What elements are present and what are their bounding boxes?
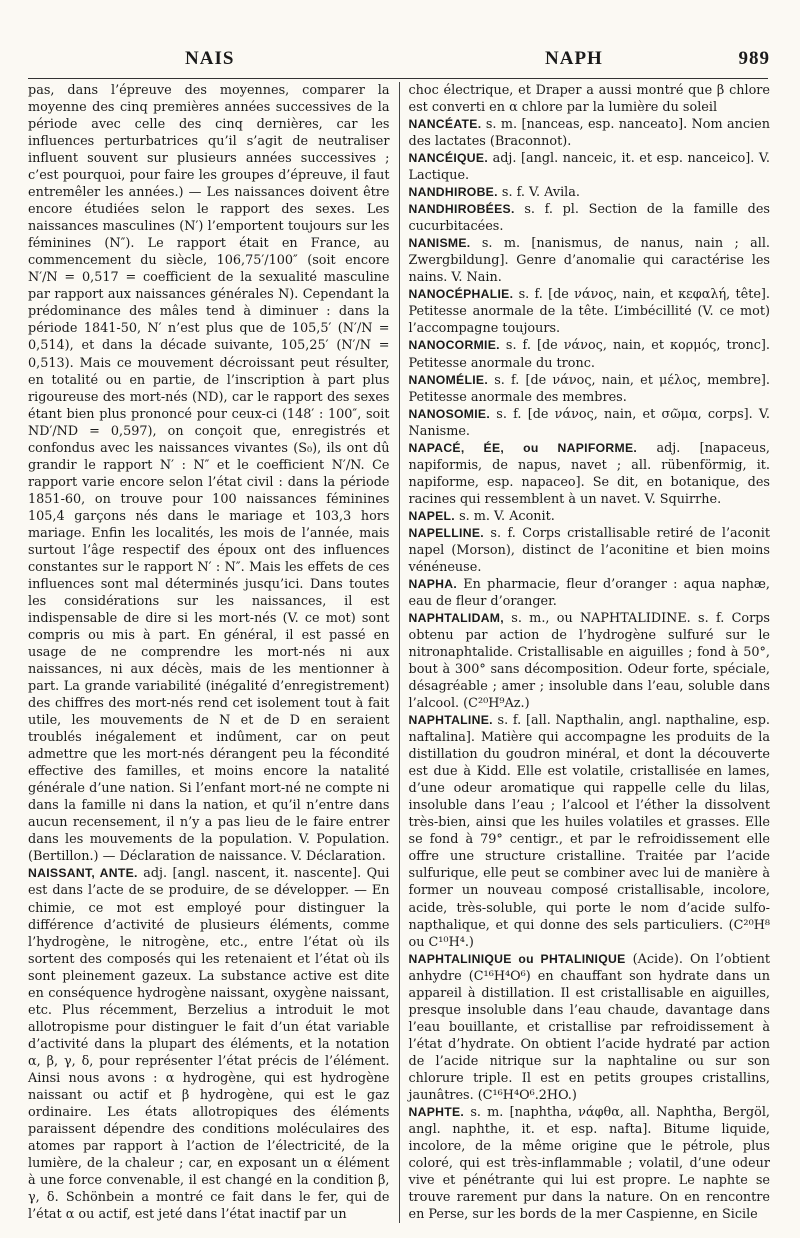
entry-headword: NANISME. — [408, 236, 471, 251]
entry-text: s. f. [de νάνος, nain, et κεφαλή, tête]. Petitesse anormale de la tête. L’imbécillité (V. ce mot) l’accompagne toujours. — [408, 287, 770, 337]
dictionary-entry — [409, 406, 771, 440]
entry-text: s. f. [de νάνος, nain, et σῶμα, corps]. V. Nanisme. — [408, 406, 770, 439]
dictionary-entry — [409, 116, 771, 150]
left-column — [28, 82, 400, 1223]
entry-headword: NANOSOMIE. — [408, 406, 491, 421]
dictionary-entry — [409, 508, 771, 525]
running-head — [0, 48, 800, 72]
right-continuation-text: choc électrique, et Draper a aussi montré que β chlore est converti en α chlore par la lumière du soleil — [408, 83, 770, 116]
entry-text: s. m. [naphtha, νάφθα, all. Naphtha, Bergöl, angl. naphthe, it. et esp. nafta]. Bitume liquide, incolore, de la même origine que le pétrole, plus coloré, qui est très-inflammable ; volatil, d’une odeur vive et pénétrante qui lui est propre. Le naphte se trouve rarement pur dans la nature. On en rencontre en Perse, sur les bords de la mer Caspienne, en Sicile — [408, 1104, 770, 1223]
dictionary-entry — [409, 150, 771, 184]
entry-headword: NANCÉIQUE. — [408, 151, 489, 166]
right-entries-list — [409, 116, 771, 1223]
entry-text: s. f. [de νάνος, nain, et μέλος, membre]. Petitesse anormale des membres. — [408, 372, 770, 405]
entry-headword: NANOCÉPHALIE. — [408, 287, 514, 302]
two-column-body — [28, 82, 770, 1223]
entry-headword: NANOCORMIE. — [408, 338, 500, 353]
entry-headword: NAPEL. — [408, 508, 455, 523]
dictionary-entry — [409, 286, 771, 337]
dictionary-entry — [409, 201, 771, 235]
dictionary-entry — [409, 712, 771, 950]
dictionary-entry — [409, 184, 771, 201]
entry-text: s. m., ou NAPHTALIDINE. s. f. Corps obtenu par action de l’hydrogène sulfuré sur le nitronaphtalide. Cristallisable en aiguilles ; fond à 50°, bout à 300° sans décomposition. Odeur forte, spéciale, désagréable ; amer ; insoluble dans l’eau, soluble dans l’alcool. (C²⁰H⁹Az.) — [408, 610, 770, 712]
dictionary-entry — [409, 337, 771, 371]
right-column — [400, 82, 771, 1223]
header-right-word: NAPH — [545, 48, 603, 69]
header-left-word: NAIS — [185, 48, 235, 69]
entry-headword: NAPHTALINIQUE ou PHTALINIQUE — [408, 951, 626, 966]
entry-headword: NAISSANT, ANTE. — [28, 866, 138, 881]
dictionary-entry — [409, 1104, 771, 1223]
entry-text: s. f. [all. Napthalin, angl. napthaline, esp. naftalina]. Matière qui accompagne les produits de la distillation du goudron minéral, et dont la découverte est due à Kidd. Elle est volatile, cristallisée en lames, d’une odeur aromatique qui rappelle celle du lilas, insoluble dans l’eau ; l’alcool et l’éther la dissolvent très-bien, ainsi que les huiles volatiles et grasses. Elle se fond à 79° centigr., et par le refroidissement elle offre une structure cristalline. Traitée par l’acide sulfurique, elle peut se combiner avec lui de manière à former un nouveau composé cristallisable, incolore, acide, très-soluble, qui porte le nom d’acide sulfo-napthalique, et qui donne des sels particuliers. (C²⁰H⁸ ou C¹⁰H⁴.) — [408, 713, 770, 950]
entry-headword: NAPHTALIDAM, — [408, 610, 504, 625]
dictionary-entry — [409, 525, 771, 576]
entry-headword: NANCÉATE. — [408, 117, 482, 132]
entry-text: adj. [napaceus, napiformis, de napus, navet ; all. rübenförmig, it. napiforme, esp. napaceo]. Se dit, en botanique, des racines qui ressemblent à un navet. V. Squirrhe. — [408, 440, 770, 507]
page-number: 989 — [738, 48, 770, 69]
left-continuation-text: pas, dans l’épreuve des moyennes, comparer la moyenne des cinq premières années successives de la période avec celle des cinq dernières, car les influences perturbatrices qu’il s’agit de neutraliser influent souvent sur plusieurs années successives ; c’est pourquoi, pour faire les groupes d’épreuve, il faut entremêler les années.) — Les naissances doivent être encore étudiées selon le rapport des sexes. Les naissances masculines (N′) l’emportent toujours sur les féminines (N″). Le rapport était en France, au commencement du siècle, 106,75′/100″ (soit encore N′/N = 0,517 = coefficient de la sexualité masculine par rapport aux naissances générales N). Cependant la prédominance des mâles tend à diminuer : dans la période 1841-50, N′ n’est plus que de 105,5′ (N′/N = 0,514), et dans la décade suivante, 105,25′ (N′/N = 0,513). Mais ce mouvement décroissant peut résulter, en totalité ou en partie, de l’inscription à part plus rigoureuse des mort-nés (ND), car le rapport des sexes étant bien plus prononcé pour ceux-ci (148′ : 100″, soit ND′/ND = 0,597), on conçoit que, enregistrés et confondus avec les naissances vivantes (S₀), ils ont dû grandir le rapport N′ : N″ et le coefficient N′/N. Ce rapport varie encore selon l’état civil : dans la période 1851-60, on trouve pour 100 naissances féminines 105,4 garçons nés dans le mariage et 103,3 hors mariage. Enfin les localités, les mois de l’année, mais surtout l’âge respectif des époux ont des influences constantes sur le rapport N′ : N″. Mais les effets de ces influences sont mal déterminés jusqu’ici. Dans toutes les considérations sur les naissances, il est indispensable de dire si les mort-nés (V. ce mot) sont compris ou mis à part. En général, il est passé en usage de ne comprendre les mort-nés ni aux naissances, ni aux décès, mais de les mentionner à part. La grande variabilité (inégalité d’enregistrement) des chiffres des mort-nés rend cet isolement tout à fait utile, les mouvements de N et de D en seraient troublés inégalement et indûment, car on peut admettre que les mort-nés dérangent peu la fécondité effective des familles, et moins encore la natalité générale d’une nation. Si l’enfant mort-né ne compte ni dans la famille ni dans la nation, et qu’il n’entre dans aucun recensement, il n’y a pas lieu de le faire entrer dans les mouvements de la population. V. Population. (Bertillon.) — Déclaration de naissance. V. Déclaration. — [28, 83, 390, 865]
entry-text: s. f. pl. Section de la famille des cucurbitacées. — [408, 202, 771, 235]
entry-headword: NAPHTE. — [408, 1104, 465, 1119]
dictionary-entry — [409, 372, 771, 406]
dictionary-entry — [409, 610, 771, 712]
header-rule — [28, 78, 768, 79]
dictionary-entry — [409, 576, 771, 610]
entry-text: s. m. [nanismus, de nanus, nain ; all. Zwergbildung]. Genre d’anomalie qui caractérise les nains. V. Nain. — [408, 236, 770, 286]
entry-headword: NAPACÉ, ÉE, ou NAPIFORME. — [408, 440, 638, 455]
entry-headword: NAPHA. — [408, 576, 458, 591]
entry-headword: NANDHIROBE. — [408, 185, 498, 200]
dictionary-entry — [409, 440, 771, 508]
entry-headword: NAPELLINE. — [408, 525, 484, 540]
entry-headword: NANOMÉLIE. — [408, 372, 489, 387]
entry-headword: NAPHTALINE. — [408, 713, 493, 728]
entry-headword: NANDHIROBÉES. — [408, 202, 515, 217]
entry-text: s. f. Corps cristallisable retiré de l’aconit napel (Morson), distinct de l’aconitine et bien moins vénéneuse. — [408, 525, 770, 575]
dictionary-entry — [409, 951, 771, 1104]
entry-text: (Acide). On l’obtient anhydre (C¹⁶H⁴O⁶) en chauffant son hydrate dans un appareil à distillation. Il est cristallisable en aiguilles, presque insoluble dans l’eau chaude, davantage dans l’eau bouillante, et cristallise par refroidissement à l’état d’hydrate. On obtient l’acide hydraté par action de l’acide nitrique sur la naphtaline ou sur son chlorure triple. Il est en petits groupes cristallins, jaunâtres. (C¹⁶H⁴O⁶.2HO.) — [408, 951, 770, 1103]
entry-text: adj. [angl. nanceic, it. et esp. nanceico]. V. Lactique. — [408, 151, 770, 184]
entry-text: s. f. V. Avila. — [501, 185, 580, 201]
entry-text: s. f. [de νάνος, nain, et κορμός, tronc]. Petitesse anormale du tronc. — [408, 338, 770, 371]
dictionary-entry — [409, 235, 771, 286]
entry-text: adj. [angl. nascent, it. nascente]. Qui est dans l’acte de se produire, de se développer. — En chimie, ce mot est employé pour distinguer la différence d’activité de plusieurs éléments, comme l’hydrogène, le nitrogène, etc., entre l’état où ils sortent des composés qui les retenaient et l’état où ils sont pleinement gazeux. La substance active est dite en conséquence hydrogène naissant, oxygène naissant, etc. Plus récemment, Berzelius a introduit le mot allotropisme pour distinguer le fait d’un état variable d’activité dans la plupart des éléments, et la notation α, β, γ, δ, pour représenter l’état précis de l’élément. Ainsi nous avons : α hydrogène, qui est hydrogène naissant ou actif et β hydrogène, qui est le gaz ordinaire. Les états allotropiques des éléments paraissent dépendre des conditions moléculaires des atomes par rapport à l’action de l’électricité, de la lumière, de la chaleur ; car, en exposant un α élément à une force convenable, il est changé en la condition β, γ, δ. Schönbein a montré ce fait dans le fer, qui de l’état α ou actif, est jeté dans l’état inactif par un — [28, 866, 390, 1223]
entry-text: s. m. [nanceas, esp. nanceato]. Nom ancien des lactates (Braconnot). — [408, 117, 770, 150]
entry-text: En pharmacie, fleur d’oranger : aqua naphæ, eau de fleur d’oranger. — [408, 576, 770, 609]
entry-text: s. m. V. Aconit. — [459, 508, 555, 524]
dictionary-entry — [28, 865, 390, 1223]
